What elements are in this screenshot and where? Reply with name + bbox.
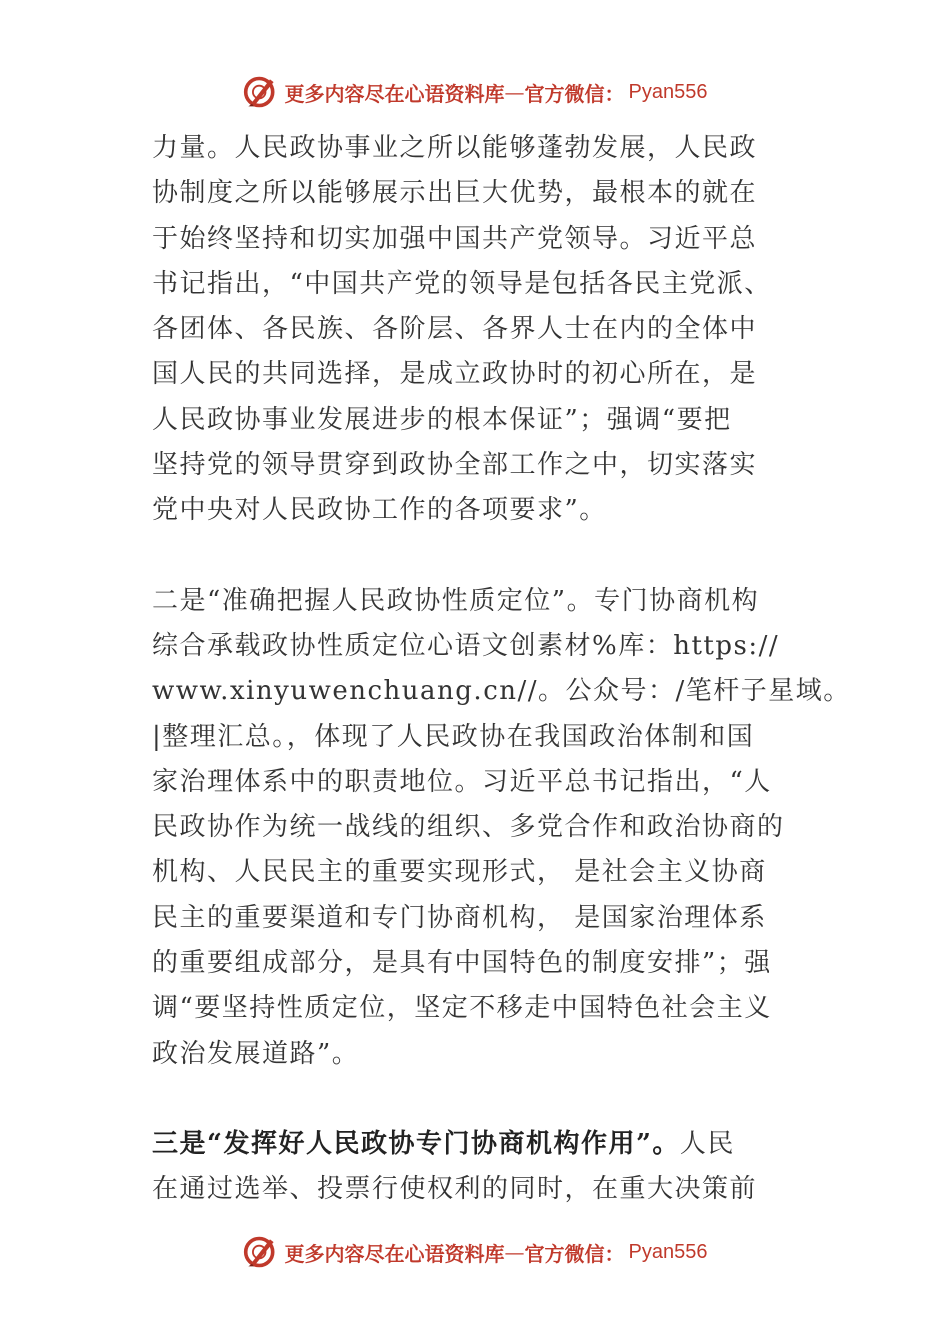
banner-wechat-label: 官方微信：	[524, 1241, 625, 1266]
text-line: 国人民的共同选择，是成立政协时的初心所在，是	[152, 359, 758, 390]
paragraph-3	[152, 1122, 812, 1213]
text-line: 坚持党的领导贯穿到政协全部工作之中，切实落实	[152, 450, 758, 481]
text-line: 协制度之所以能够展示出巨大优势，最根本的就在	[152, 178, 758, 209]
text-line	[152, 1122, 812, 1167]
text-line: 书记指出，“中国共产党的领导是包括各民主党派、	[152, 268, 772, 299]
text-line: 民主的重要渠道和专门协商机构， 是国家治理体系	[152, 902, 767, 933]
banner-wechat-id: Pyan556	[628, 80, 708, 103]
text-line: 二是“准确把握人民政协性质定位”。专门协商机构	[152, 585, 760, 616]
logo-icon	[243, 74, 279, 110]
footer-banner	[0, 1230, 950, 1274]
paragraph-gap	[152, 534, 812, 579]
document-body	[152, 126, 851, 1213]
header-banner	[0, 70, 950, 114]
text-line: 党中央对人民政协工作的各项要求”。	[152, 495, 607, 526]
paragraph-2	[152, 579, 851, 1077]
text-line: 机构、人民民主的重要实现形式， 是社会主义协商	[152, 857, 767, 888]
text-line: 的重要组成部分，是具有中国特色的制度安排”；强	[152, 948, 772, 979]
banner-title: 更多内容尽在心语资料库	[284, 81, 505, 106]
text-line: 力量。人民政协事业之所以能够蓬勃发展，人民政	[152, 133, 758, 163]
text-line: 综合承载政协性质定位心语文创素材%库：https://	[152, 630, 780, 661]
text-line: 于始终坚持和切实加强中国共产党领导。习近平总	[152, 223, 758, 254]
logo-icon	[243, 1234, 279, 1270]
section-heading: 三是“发挥好人民政协专门协商机构作用”。	[152, 1128, 680, 1159]
text-line: 家治理体系中的职责地位。习近平总书记指出，“人	[152, 766, 772, 797]
text-line: 在通过选举、投票行使权利的同时，在重大决策前	[152, 1174, 758, 1205]
banner-wechat-label: 官方微信：	[524, 81, 625, 106]
text-line: 政治发展道路”。	[152, 1038, 360, 1069]
text-line: 民政协作为统一战线的组织、多党合作和政治协商的	[152, 812, 785, 843]
text-line: 各团体、各民族、各阶层、各界人士在内的全体中	[152, 314, 758, 345]
banner-title: 更多内容尽在心语资料库	[284, 1241, 505, 1266]
text-line: 调“要坚持性质定位，坚定不移走中国特色社会主义	[152, 993, 772, 1024]
paragraph-gap	[152, 1077, 812, 1122]
banner-separator: —	[504, 1240, 525, 1264]
text-line: www.xinyuwenchuang.cn//。公众号：/笔杆子星域。	[152, 676, 851, 707]
paragraph-1	[152, 126, 812, 534]
banner-wechat-id: Pyan556	[628, 1240, 708, 1263]
text-line: |整理汇总。，体现了人民政协在我国政治体制和国	[152, 721, 755, 752]
banner-separator: —	[504, 80, 525, 104]
text-line: 人民政协事业发展进步的根本保证”；强调“要把	[152, 404, 732, 435]
heading-tail: 人民	[679, 1128, 735, 1159]
